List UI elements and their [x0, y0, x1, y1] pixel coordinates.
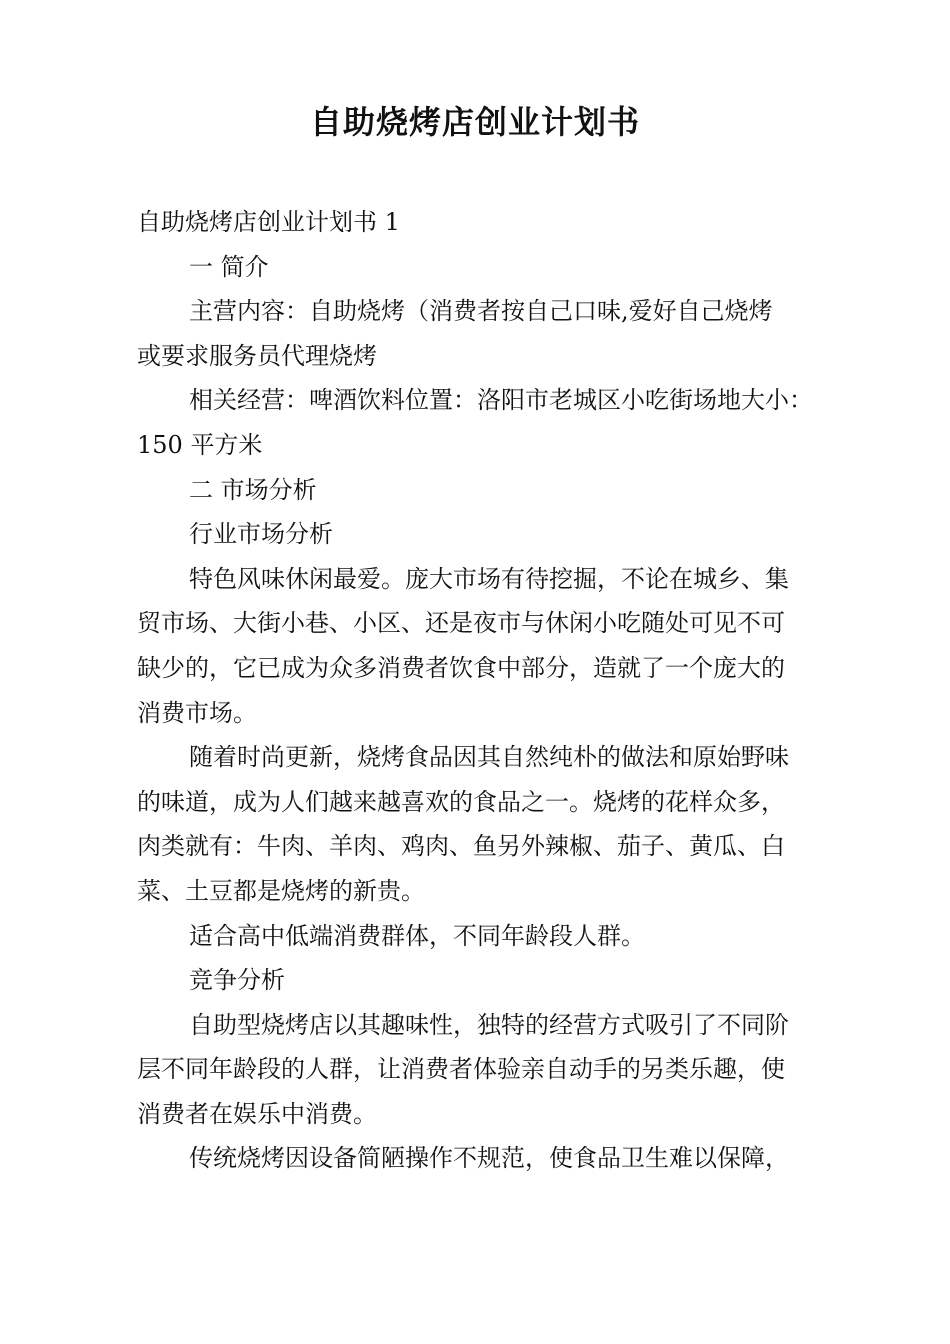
paragraph-line: 相关经营：啤酒饮料位置：洛阳市老城区小吃街场地大小： [189, 386, 813, 415]
paragraph-line: 150 平方米 [137, 430, 263, 459]
paragraph-line: 特色风味休闲最爱。庞大市场有待挖掘，不论在城乡、集 [189, 564, 789, 593]
paragraph-line: 自助型烧烤店以其趣味性，独特的经营方式吸引了不同阶 [189, 1010, 789, 1039]
paragraph-line: 自助烧烤店创业计划书 1 [137, 208, 400, 236]
paragraph-line: 适合高中低端消费群体，不同年龄段人群。 [189, 921, 645, 950]
document-title: 自助烧烤店创业计划书 [309, 103, 640, 141]
paragraph-line: 缺少的，它已成为众多消费者饮食中部分，造就了一个庞大的 [137, 653, 785, 682]
paragraph-line: 贸市场、大街小巷、小区、还是夜市与休闲小吃随处可见不可 [137, 609, 785, 638]
document-body [137, 200, 837, 1181]
paragraph-line: 层不同年龄段的人群，让消费者体验亲自动手的另类乐趣，使 [137, 1055, 785, 1084]
paragraph-line: 竞争分析 [189, 966, 285, 995]
paragraph-line: 的味道，成为人们越来越喜欢的食品之一。烧烤的花样众多， [137, 787, 785, 816]
paragraph-line: 一 简介 [189, 252, 269, 281]
paragraph-line: 二 市场分析 [189, 475, 317, 504]
paragraph-line: 肉类就有：牛肉、羊肉、鸡肉、鱼另外辣椒、茄子、黄瓜、白 [137, 832, 785, 861]
paragraph-line: 消费市场。 [137, 698, 257, 727]
paragraph-line: 行业市场分析 [189, 520, 333, 549]
paragraph-line: 随着时尚更新，烧烤食品因其自然纯朴的做法和原始野味 [189, 743, 789, 772]
paragraph-line: 主营内容：自助烧烤（消费者按自己口味,爱好自己烧烤 [189, 297, 773, 326]
paragraph-line: 消费者在娱乐中消费。 [137, 1099, 377, 1128]
paragraph-line: 传统烧烤因设备简陋操作不规范，使食品卫生难以保障， [189, 1144, 789, 1173]
paragraph-line: 菜、土豆都是烧烤的新贵。 [137, 876, 425, 905]
paragraph-line: 或要求服务员代理烧烤 [137, 341, 377, 370]
